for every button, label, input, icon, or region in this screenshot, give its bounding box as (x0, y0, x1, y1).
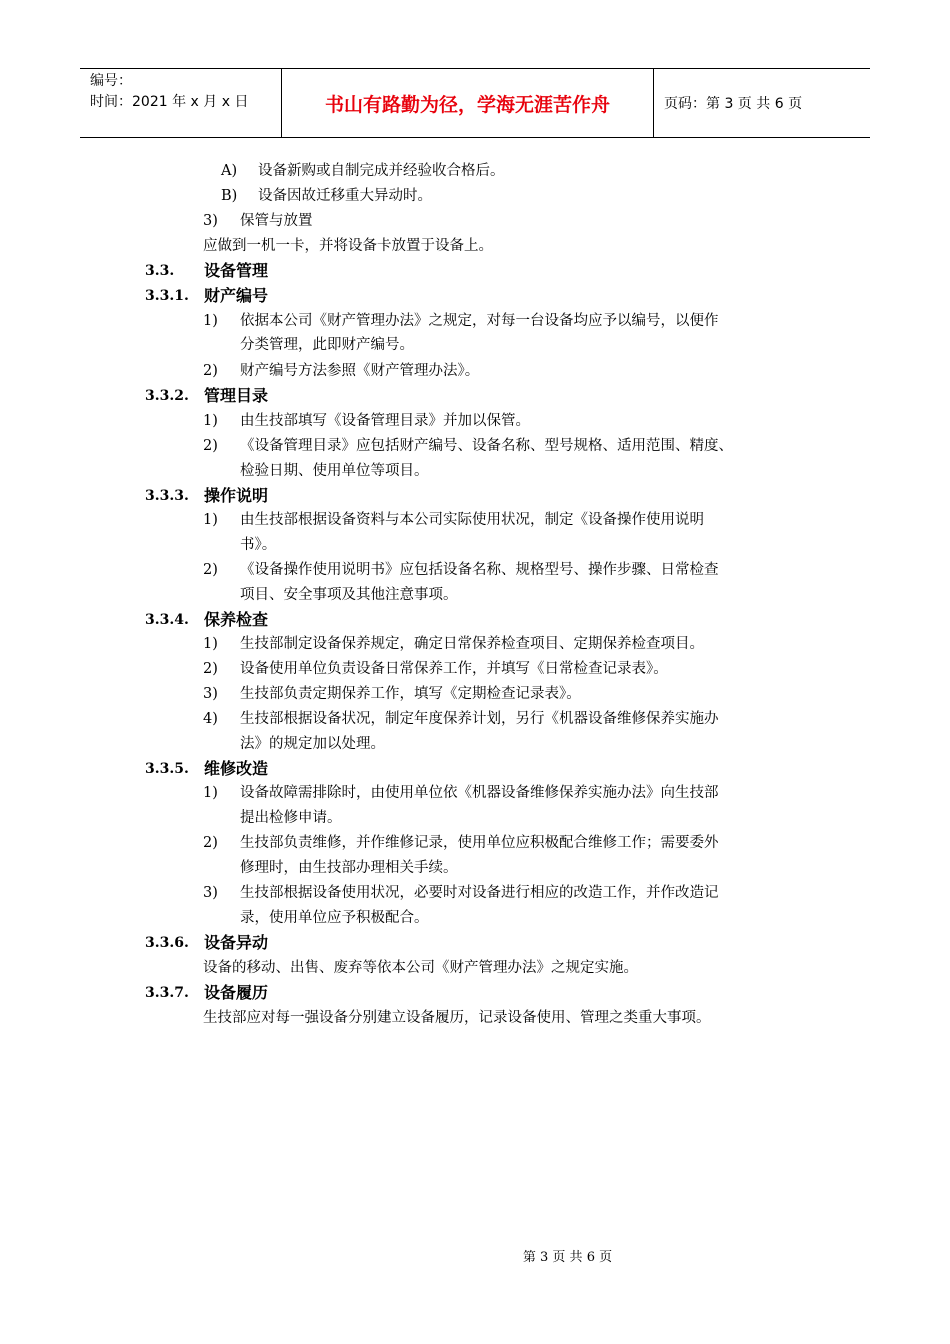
section-number: 3.3.5. (145, 761, 189, 777)
list-label: 1) (203, 785, 218, 801)
number-label: 编号： (90, 73, 132, 89)
list-label: A) (221, 163, 238, 179)
list-label: 1) (203, 512, 218, 528)
section-number: 3.3.2. (145, 388, 189, 404)
section-number: 3.3.3. (145, 488, 189, 504)
list-item-text: 设备因故迁移重大异动时。 (258, 188, 432, 204)
list-item-text: 财产编号方法参照《财产管理办法》。 (240, 363, 480, 379)
list-item-text: 《设备管理目录》应包括财产编号、设备名称、型号规格、适用范围、精度、 (240, 438, 733, 454)
list-item-text: 生技部负责维修，并作维修记录，使用单位应积极配合维修工作；需要委外 (240, 835, 719, 851)
list-item-text: 依据本公司《财产管理办法》之规定，对每一台设备均应予以编号，以便作 (240, 313, 719, 329)
section-number: 3.3.6. (145, 935, 189, 951)
section-number: 3.3.1. (145, 288, 189, 304)
section-title: 设备履历 (204, 983, 269, 1002)
list-item-text: 生技部根据设备使用状况，必要时对设备进行相应的改造工作，并作改造记 (240, 885, 719, 901)
list-item-text: 法》的规定加以处理。 (240, 736, 385, 752)
time-label: 时间：2021 年 x 月 x 日 (90, 94, 249, 110)
list-label: 2) (203, 835, 218, 851)
list-item-text: 由生技部根据设备资料与本公司实际使用状况，制定《设备操作使用说明 (240, 512, 704, 528)
list-item-text: 生技部制定设备保养规定，确定日常保养检查项目、定期保养检查项目。 (240, 636, 704, 652)
list-item-text: 设备故障需排除时，由使用单位依《机器设备维修保养实施办法》向生技部 (240, 785, 719, 801)
list-label: 3) (203, 885, 218, 901)
list-item-text: 《设备操作使用说明书》应包括设备名称、规格型号、操作步骤、日常检查 (240, 562, 719, 578)
list-label: 2) (203, 363, 218, 379)
header-page-label: 页码：第 3 页 共 6 页 (664, 96, 803, 112)
list-item-text: 保管与放置 (240, 213, 313, 229)
section-title: 设备管理 (204, 261, 269, 280)
list-label: 1) (203, 636, 218, 652)
section-number: 3.3.4. (145, 612, 189, 628)
list-item-text: 生技部根据设备状况，制定年度保养计划，另行《机器设备维修保养实施办 (240, 711, 719, 727)
page-footer: 第 3 页 共 6 页 (522, 1250, 613, 1265)
list-item-text: 书》。 (240, 537, 277, 553)
list-item-text: 检验日期、使用单位等项目。 (240, 463, 429, 479)
section-title: 财产编号 (204, 286, 269, 305)
section-title: 操作说明 (204, 486, 269, 505)
list-item-text: 提出检修申请。 (240, 810, 342, 826)
list-label: 4) (203, 711, 218, 727)
list-item-text: 设备新购或自制完成并经验收合格后。 (258, 163, 505, 179)
paragraph: 应做到一机一卡，并将设备卡放置于设备上。 (203, 238, 493, 254)
section-title: 保养检查 (204, 610, 269, 629)
list-label: 1) (203, 313, 218, 329)
section-title: 设备异动 (204, 933, 269, 952)
list-label: 3) (203, 213, 218, 229)
list-item-text: 修理时，由生技部办理相关手续。 (240, 860, 458, 876)
list-label: B) (221, 188, 238, 204)
list-label: 2) (203, 562, 218, 578)
list-item-text: 项目、安全事项及其他注意事项。 (240, 587, 458, 603)
header-table (80, 68, 870, 138)
paragraph: 生技部应对每一强设备分别建立设备履历，记录设备使用、管理之类重大事项。 (203, 1010, 711, 1026)
list-item-text: 录，使用单位应予积极配合。 (240, 910, 429, 926)
section-number: 3.3.7. (145, 985, 189, 1001)
list-label: 3) (203, 686, 218, 702)
list-label: 2) (203, 438, 218, 454)
list-item-text: 由生技部填写《设备管理目录》并加以保管。 (240, 413, 530, 429)
list-label: 1) (203, 413, 218, 429)
paragraph: 设备的移动、出售、废弃等依本公司《财产管理办法》之规定实施。 (203, 960, 638, 976)
section-number: 3.3. (145, 263, 175, 279)
header-meta (80, 69, 282, 137)
section-title: 维修改造 (204, 759, 269, 778)
list-item-text: 设备使用单位负责设备日常保养工作，并填写《日常检查记录表》。 (240, 661, 668, 677)
section-title: 管理目录 (204, 386, 269, 405)
list-item-text: 分类管理，此即财产编号。 (240, 337, 414, 353)
list-label: 2) (203, 661, 218, 677)
header-motto: 书山有路勤为径，学海无涯苦作舟 (282, 69, 654, 137)
list-item-text: 生技部负责定期保养工作，填写《定期检查记录表》。 (240, 686, 581, 702)
